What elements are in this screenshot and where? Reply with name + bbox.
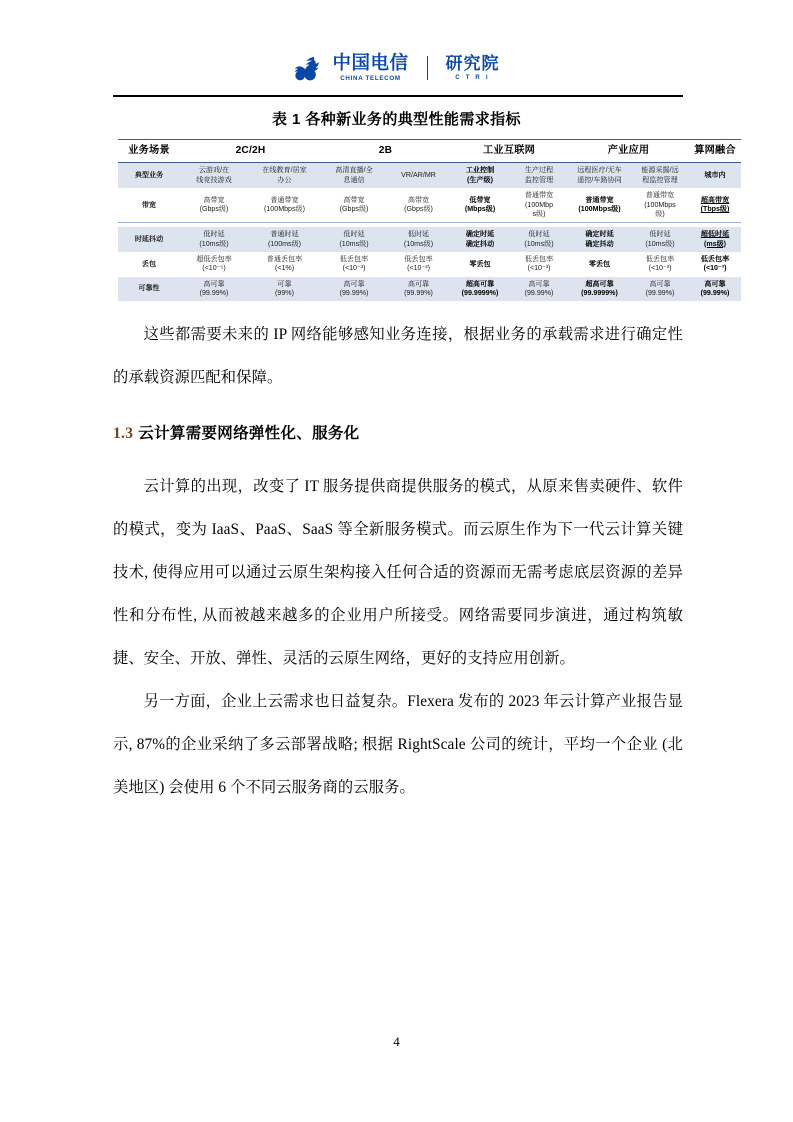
- table-cell-line: 线竞技游戏: [196, 175, 232, 184]
- section-heading-1-3: [113, 417, 683, 451]
- table-cell-line: 程监控管理: [642, 175, 678, 184]
- table-cell-line: (<10⁻³): [342, 264, 366, 273]
- table-cell-line: 确定时延: [585, 230, 614, 239]
- table-cell-line: 低丢包率: [645, 254, 675, 263]
- table-col-group-header: 2B: [321, 140, 450, 163]
- table-cell-line: (<1%): [274, 264, 295, 273]
- table-head: [118, 140, 741, 163]
- section-title: 云计算需要网络弹性化、服务化: [138, 425, 360, 442]
- table-cell-line: (10ms级): [339, 239, 369, 248]
- section-number: 1.3: [113, 425, 134, 442]
- table-cell-line: (99%): [275, 289, 294, 298]
- logo-en-text: CHINA TELECOM: [340, 74, 401, 82]
- table-cell-line: 高可靠: [343, 279, 365, 288]
- table-cell-line: (99.99%): [524, 289, 554, 298]
- table-cell: [450, 252, 510, 277]
- table-cell-line: (Gbps级): [199, 205, 229, 214]
- table-cell-line: 高可靠: [203, 279, 225, 288]
- table-cell-line: 在线教育/居家: [262, 166, 307, 175]
- table-cell-line: 办公: [277, 175, 292, 184]
- table-cell-line: (10ms级): [403, 239, 434, 248]
- table-body: [118, 163, 741, 301]
- table-cell-line: 超高可靠: [585, 279, 614, 288]
- table-cell-line: (Tbps级): [700, 205, 730, 214]
- table-cell-line: 高带宽: [407, 195, 430, 204]
- table-cell: [321, 163, 387, 188]
- table-cell: [689, 163, 741, 188]
- table-cell-line: 普通带宽: [270, 195, 299, 204]
- table-cell-line: 能源采掘/远: [641, 166, 679, 175]
- table-cell: [689, 227, 741, 252]
- table-cell-line: 超高带宽: [700, 195, 730, 204]
- performance-requirements-table: [118, 139, 736, 301]
- table-cell-line: 生产过程: [524, 166, 554, 175]
- table-cell-line: 低时延: [343, 230, 365, 239]
- table-cell-line: (99.99%): [404, 289, 433, 298]
- table-cell: [387, 252, 450, 277]
- table-cell: [180, 277, 248, 302]
- table-cell: [180, 252, 248, 277]
- table-row-header: 丢包: [118, 252, 180, 277]
- table-cell: [631, 277, 689, 302]
- table-cell: [387, 227, 450, 252]
- table-cell-line: 可靠: [277, 279, 292, 288]
- logo-cn-text: 中国电信: [332, 52, 409, 74]
- table-cell-line: 零丢包: [588, 259, 611, 268]
- table-cell: [450, 188, 510, 223]
- table-cell: [510, 188, 568, 223]
- table-cell-line: (<10⁻³): [527, 264, 551, 273]
- table-cell-line: 遥控/车路协同: [577, 175, 622, 184]
- table-cell: [180, 163, 248, 188]
- table-cell: [689, 252, 741, 277]
- table-cell-line: (10ms级): [524, 239, 554, 248]
- table-cell: [321, 227, 387, 252]
- table-cell: [510, 277, 568, 302]
- table-cell-line: 确定时延: [465, 230, 495, 239]
- table-cell: [631, 163, 689, 188]
- table-cell: [510, 252, 568, 277]
- table-cell: [631, 227, 689, 252]
- table-cell-line: 低时延: [649, 230, 671, 239]
- table-cell: [321, 277, 387, 302]
- table-col-group-header: 2C/2H: [180, 140, 321, 163]
- table-cell-line: (100ms级): [267, 239, 302, 248]
- china-telecom-mark-icon: [293, 53, 323, 83]
- logo-divider: [427, 56, 428, 80]
- page-number: 4: [393, 1034, 400, 1049]
- table-cell: [568, 188, 631, 223]
- table-cell: [180, 227, 248, 252]
- table-cell-line: (99.9999%): [461, 289, 499, 298]
- table-cell-line: 高可靠: [704, 279, 726, 288]
- table-cell-line: (99.99%): [645, 289, 675, 298]
- table-cell-line: 高带宽: [343, 195, 365, 204]
- table-row: [118, 277, 741, 302]
- table-cell-line: 超低丢包率: [196, 254, 232, 263]
- table-cell: [248, 227, 321, 252]
- table-cell: [689, 277, 741, 302]
- table-cell-line: 确定抖动: [465, 239, 495, 248]
- table-cell: [568, 163, 631, 188]
- table-cell: [321, 252, 387, 277]
- table-cell-line: 普通带宽: [645, 191, 675, 200]
- table-col-group-header: 业务场景: [118, 140, 180, 163]
- table-cell-line: 超高可靠: [465, 279, 495, 288]
- china-telecom-logo: [293, 53, 499, 83]
- table-header-row: [118, 140, 741, 163]
- paragraph-1: 这些都需要未来的 IP 网络能够感知业务连接，根据业务的承载需求进行确定性的承载资源匹配和保障。: [113, 326, 683, 386]
- paragraph-3: 另一方面，企业上云需求也日益复杂。Flexera 发布的 2023 年云计算产业报告显示, 87%的企业采纳了多云部署战略; 根据 RightScale 公司的统计，平均一个企业 (北美地区) 会使用 6 个不同云服务商的云服务。: [113, 693, 683, 796]
- table-cell-line: (100Mbps级): [264, 205, 306, 214]
- table-cell: [631, 188, 689, 223]
- table-cell: [631, 252, 689, 277]
- table-cell-line: 超低时延: [700, 230, 730, 239]
- table-cell-line: 监控管理: [524, 175, 554, 184]
- logo-institute-text: [446, 55, 500, 81]
- table-cell: [248, 277, 321, 302]
- table-row: [118, 163, 741, 188]
- table-row-header: 可靠性: [118, 277, 180, 302]
- table-cell: [387, 163, 450, 188]
- table-caption: 表 1 各种新业务的典型性能需求指标: [272, 111, 521, 128]
- table-cell-line: 零丢包: [469, 259, 491, 268]
- table-cell: [450, 227, 510, 252]
- table-cell-line: 高带宽: [203, 195, 225, 204]
- table-cell-line: 高清直播/全: [335, 166, 373, 175]
- table-cell-line: (ms级): [703, 239, 727, 248]
- table-row-header: 时延抖动: [118, 227, 180, 252]
- table-cell-line: 低带宽: [469, 195, 491, 204]
- header-divider-rule: [113, 95, 683, 97]
- table-cell: [568, 252, 631, 277]
- table-cell: [689, 188, 741, 223]
- table-cell: [180, 188, 248, 223]
- table-cell: [248, 188, 321, 223]
- logo-chinatelecom-text: [332, 54, 408, 82]
- table-cell: [387, 188, 450, 223]
- table-cell-line: 高可靠: [649, 279, 671, 288]
- table-row-header: 带宽: [118, 188, 180, 223]
- table-cell-line: 级): [655, 209, 665, 218]
- table-col-group-header: 产业应用: [568, 140, 689, 163]
- document-body: [113, 313, 683, 809]
- table-cell-line: VR/AR/MR: [401, 171, 436, 180]
- table-cell-line: 低时延: [407, 230, 430, 239]
- table-cell-line: (Gbps级): [404, 205, 433, 214]
- table-cell-line: (99.99%): [199, 289, 229, 298]
- table-cell-line: (10ms级): [199, 239, 229, 248]
- table-cell-line: 远程医疗/无车: [577, 166, 622, 175]
- table-cell-line: 低时延: [203, 230, 225, 239]
- table-cell-line: (99.9999%): [581, 289, 618, 298]
- table-cell-line: (Mbps级): [464, 205, 496, 214]
- table-cell-line: 确定抖动: [585, 239, 614, 248]
- logo-institute-cn-text: 研究院: [445, 54, 500, 73]
- table-cell-line: 云游戏/在: [198, 166, 230, 175]
- paragraph-2: 云计算的出现，改变了 IT 服务提供商提供服务的模式，从原来售卖硬件、软件的模式，变为 IaaS、PaaS、SaaS 等全新服务模式。而云原生作为下一代云计算关键技术, 使得应用可以通过云原生架构接入任何合适的资源而无需考虑底层资源的差异性和分布性, 从而被越来越多的企业用户所接受。网络需要同步演进，通过构筑敏捷、安全、开放、弹性、灵活的云原生网络，更好的支持应用创新。: [113, 478, 683, 667]
- table-cell-line: (<10⁻⁵): [202, 264, 226, 273]
- table-cell-line: (100Mbp: [525, 200, 554, 209]
- table-cell-line: 普通丢包率: [266, 254, 303, 263]
- table-cell: [568, 227, 631, 252]
- logo-institute-en-text: C T R I: [455, 75, 490, 81]
- table-cell-line: (99.99%): [700, 289, 730, 298]
- table-cell-line: (100Mbps级): [578, 205, 621, 214]
- table-cell-line: 高可靠: [528, 279, 550, 288]
- table-cell: [321, 188, 387, 223]
- table-row: [118, 252, 741, 277]
- table-cell-line: (Gbps级): [339, 205, 369, 214]
- table-row: [118, 188, 741, 223]
- table-cell-line: 工业控制: [465, 166, 495, 175]
- table-cell-line: (生产级): [467, 175, 494, 184]
- table-cell-line: 低丢包率: [700, 254, 730, 263]
- table-cell-line: 普通带宽: [585, 195, 614, 204]
- table-col-group-header: 工业互联网: [450, 140, 568, 163]
- table-row-header: 典型业务: [118, 163, 180, 188]
- table-cell: [248, 163, 321, 188]
- table-cell-line: 城市内: [704, 171, 726, 180]
- table-cell-line: 普通带宽: [524, 191, 554, 200]
- table-cell-line: 低丢包率: [524, 254, 554, 263]
- table-cell-line: 低时延: [528, 230, 550, 239]
- table-cell-line: 低丢包率: [404, 254, 433, 263]
- table-cell: [248, 252, 321, 277]
- table-cell-line: s级): [532, 209, 546, 218]
- table-cell-line: 低丢包率: [339, 254, 369, 263]
- table-row: [118, 227, 741, 252]
- table-cell-line: (10ms级): [645, 239, 675, 248]
- table-cell: [568, 277, 631, 302]
- table-cell-line: (100Mbps: [644, 200, 676, 209]
- table-cell-line: 普通时延: [270, 230, 299, 239]
- page-header: [0, 42, 793, 94]
- table-cell: [387, 277, 450, 302]
- table-cell: [450, 163, 510, 188]
- table-cell-line: 息通信: [343, 175, 365, 184]
- table-cell-line: (<10⁻³): [648, 264, 672, 273]
- table-cell-line: (<10⁻³): [407, 264, 430, 273]
- table-cell-line: (<10⁻³): [703, 264, 727, 273]
- table-cell-line: 高可靠: [407, 279, 430, 288]
- table-cell: [450, 277, 510, 302]
- table-cell: [510, 163, 568, 188]
- table-cell: [510, 227, 568, 252]
- table-col-group-header: 算网融合: [689, 140, 741, 163]
- table-cell-line: (99.99%): [339, 289, 369, 298]
